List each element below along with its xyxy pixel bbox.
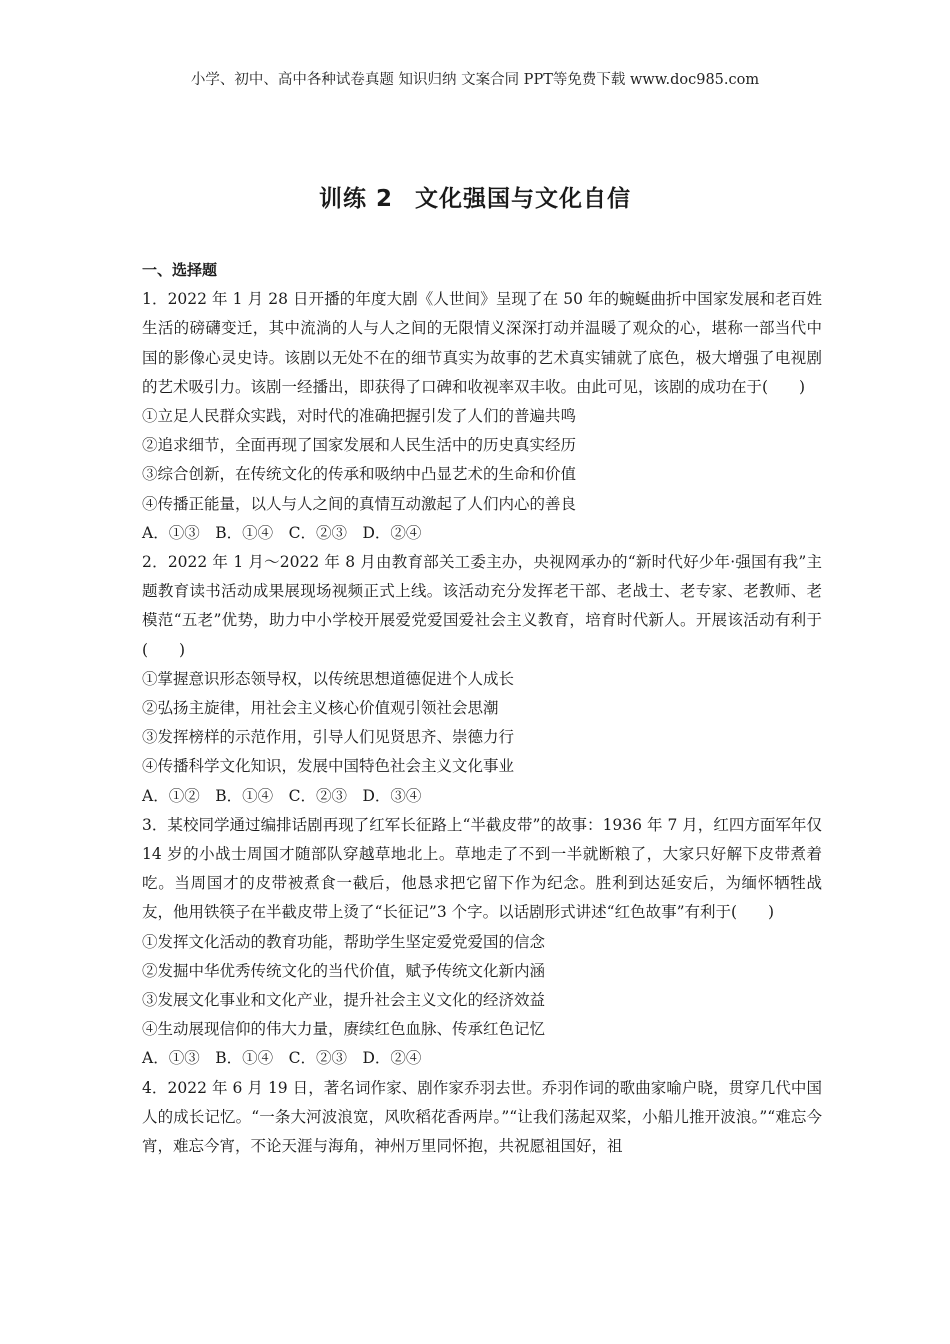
question-1	[142, 285, 822, 548]
question-stem: 4．2022 年 6 月 19 日，著名词作家、剧作家乔羽去世。乔羽作词的歌曲家喻户晓，贯穿几代中国人的成长记忆。“一条大河波浪宽，风吹稻花香两岸。”“让我们荡起双桨，小船儿推开波浪。”“难忘今宵，难忘今宵，不论天涯与海角，神州万里同怀抱，共祝愿祖国好，祖	[142, 1078, 822, 1156]
option-item: ②发掘中华优秀传统文化的当代价值，赋予传统文化新内涵	[142, 961, 546, 980]
title-training-number: 训练 2	[318, 186, 393, 212]
answer-choices: A．①③ B．①④ C．②③ D．②④	[142, 523, 422, 542]
document-body	[142, 256, 822, 1161]
page-title	[0, 180, 950, 213]
option-item: ③综合创新，在传统文化的传承和吸纳中凸显艺术的生命和价值	[142, 465, 577, 484]
answer-choices: A．①③ B．①④ C．②③ D．②④	[142, 1049, 422, 1068]
question-stem: 1．2022 年 1 月 28 日开播的年度大剧《人世间》呈现了在 50 年的蜿蜒曲折中国家发展和老百姓生活的磅礴变迁，其中流淌的人与人之间的无限情义深深打动并温暖了观众的心，堪称一部当代中国的影像心灵史诗。该剧以无处不在的细节真实为故事的艺术真实铺就了底色，极大增强了电视剧的艺术吸引力。该剧一经播出，即获得了口碑和收视率双丰收。由此可见，该剧的成功在于( )	[142, 290, 822, 396]
question-4	[142, 1074, 822, 1162]
option-item: ②弘扬主旋律，用社会主义核心价值观引领社会思潮	[142, 699, 499, 718]
option-item: ③发展文化事业和文化产业，提升社会主义文化的经济效益	[142, 991, 546, 1010]
option-item: ①立足人民群众实践，对时代的准确把握引发了人们的普遍共鸣	[142, 407, 577, 426]
title-topic: 文化强国与文化自信	[415, 186, 631, 212]
option-item: ①掌握意识形态领导权，以传统思想道德促进个人成长	[142, 669, 515, 688]
option-item: ④传播科学文化知识，发展中国特色社会主义文化事业	[142, 757, 515, 776]
option-item: ③发挥榜样的示范作用，引导人们见贤思齐、崇德力行	[142, 728, 515, 747]
option-item: ①发挥文化活动的教育功能，帮助学生坚定爱党爱国的信念	[142, 932, 546, 951]
option-item: ④生动展现信仰的伟大力量，赓续红色血脉、传承红色记忆	[142, 1020, 546, 1039]
page-header-banner: 小学、初中、高中各种试卷真题 知识归纳 文案合同 PPT等免费下载 www.doc985.com	[190, 72, 760, 88]
question-stem: 3．某校同学通过编排话剧再现了红军长征路上“半截皮带”的故事：1936 年 7 月，红四方面军年仅 14 岁的小战士周国才随部队穿越草地北上。草地走了不到一半就断粮了，大家只好解下皮带煮着吃。当周国才的皮带被煮食一截后，他恳求把它留下作为纪念。胜利到达延安后，为缅怀牺牲战友，他用铁筷子在半截皮带上烫了“长征记”3 个字。以话剧形式讲述“红色故事”有利于( )	[142, 815, 822, 922]
answer-choices: A．①② B．①④ C．②③ D．③④	[142, 786, 422, 805]
question-3	[142, 811, 822, 1074]
option-item: ④传播正能量，以人与人之间的真情互动激起了人们内心的善良	[142, 494, 577, 513]
question-2	[142, 548, 822, 811]
option-item: ②追求细节，全面再现了国家发展和人民生活中的历史真实经历	[142, 436, 577, 455]
section-title: 一、选择题	[142, 261, 218, 279]
question-stem: 2．2022 年 1 月～2022 年 8 月由教育部关工委主办，央视网承办的“新时代好少年·强国有我”主题教育读书活动成果展现场视频正式上线。该活动充分发挥老干部、老战士、老专家、老教师、老模范“五老”优势，助力中小学校开展爱党爱国爱社会主义教育，培育时代新人。开展该活动有利于( )	[142, 553, 822, 659]
